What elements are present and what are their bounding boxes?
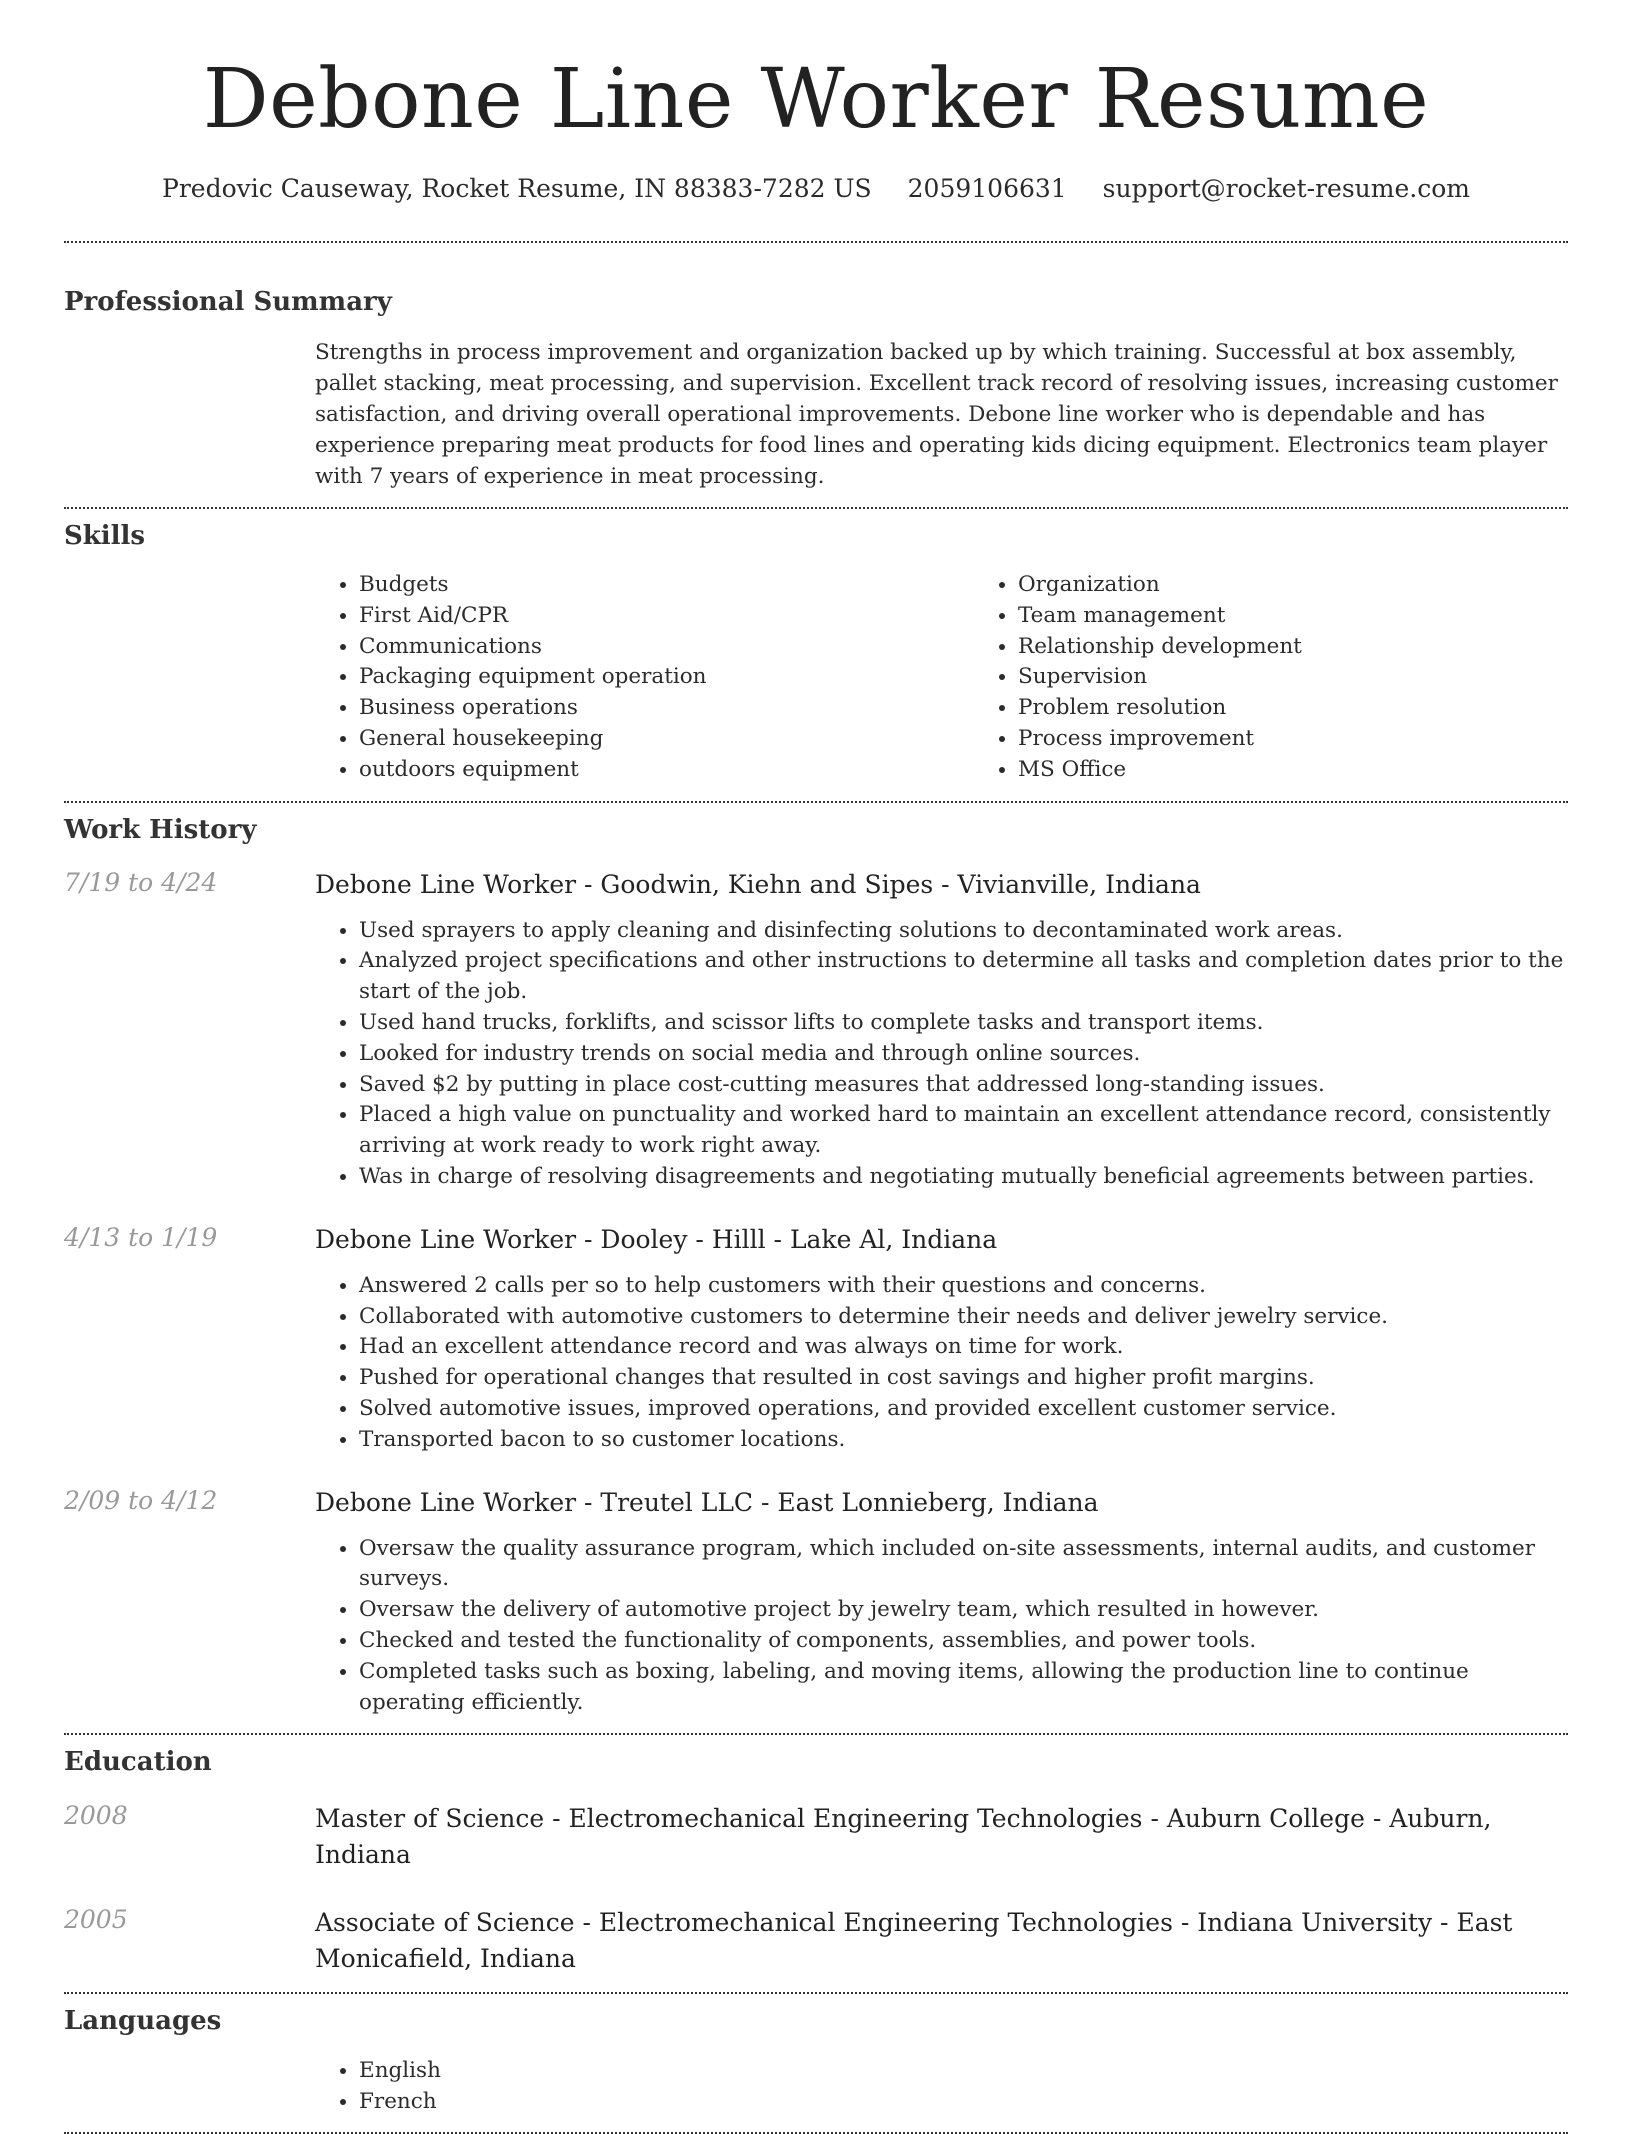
skill-item: • outdoors equipment bbox=[359, 755, 974, 786]
skills-list-left bbox=[315, 570, 974, 786]
job-bullet: • Had an excellent attendance record and was always on time for work. bbox=[359, 1332, 1568, 1363]
job-bullets bbox=[315, 1534, 1568, 1719]
job-bullet: • Answered 2 calls per so to help customers with their questions and concerns. bbox=[359, 1271, 1568, 1302]
job-bullet: • Checked and tested the functionality of components, assemblies, and power tools. bbox=[359, 1626, 1568, 1657]
education-year: 2008 bbox=[64, 1801, 128, 1831]
skill-item: • Problem resolution bbox=[1018, 693, 1632, 724]
skill-item: • First Aid/CPR bbox=[359, 601, 974, 632]
skill-item: • Relationship development bbox=[1018, 632, 1632, 663]
contact-phone: 2059106631 bbox=[907, 174, 1067, 203]
education-heading: Education bbox=[64, 1747, 212, 1778]
skill-item: • Budgets bbox=[359, 570, 974, 601]
job-bullet: • Looked for industry trends on social media and through online sources. bbox=[359, 1039, 1568, 1070]
skills-heading: Skills bbox=[64, 521, 146, 551]
languages-list bbox=[315, 2056, 1568, 2118]
job-title: Debone Line Worker - Dooley - Hilll - Lake Al, Indiana bbox=[315, 1224, 998, 1254]
job-bullet: • Used hand trucks, forklifts, and scissor lifts to complete tasks and transport items. bbox=[359, 1008, 1568, 1039]
skill-item: • Communications bbox=[359, 632, 974, 663]
skill-item: • Packaging equipment operation bbox=[359, 662, 974, 693]
summary-section bbox=[64, 285, 1568, 492]
education-entry bbox=[64, 1801, 1568, 1873]
job-bullet: • Used sprayers to apply cleaning and disinfecting solutions to decontaminated work areas. bbox=[359, 916, 1568, 947]
job-bullet: • Placed a high value on punctuality and worked hard to maintain an excellent attendance record, consistently arriving at work ready to work right away. bbox=[359, 1100, 1568, 1162]
job-dates: 4/13 to 1/19 bbox=[64, 1222, 218, 1252]
education-year: 2005 bbox=[64, 1905, 128, 1935]
contact-line bbox=[64, 172, 1568, 206]
work-history-section bbox=[64, 813, 1568, 1719]
divider bbox=[64, 507, 1568, 509]
job-bullet: • Pushed for operational changes that resulted in cost savings and higher profit margins. bbox=[359, 1363, 1568, 1394]
skill-item: • Process improvement bbox=[1018, 724, 1632, 755]
language-item: • English bbox=[359, 2056, 1568, 2087]
job-bullet: • Completed tasks such as boxing, labeling, and moving items, allowing the production line to continue operating efficiently. bbox=[359, 1657, 1568, 1719]
divider bbox=[64, 241, 1568, 243]
skill-item: • Supervision bbox=[1018, 662, 1632, 693]
resume-page bbox=[64, 0, 1568, 2134]
job-bullet: • Oversaw the delivery of automotive project by jewelry team, which resulted in however. bbox=[359, 1595, 1568, 1626]
resume-title: Debone Line Worker Resume bbox=[202, 52, 1430, 147]
summary-heading: Professional Summary bbox=[64, 287, 392, 317]
contact-address: Predovic Causeway, Rocket Resume, IN 88383-7282 US bbox=[162, 174, 872, 203]
skill-item: • MS Office bbox=[1018, 755, 1632, 786]
skill-item: • Organization bbox=[1018, 570, 1632, 601]
skill-item: • General housekeeping bbox=[359, 724, 974, 755]
job-bullet: • Saved $2 by putting in place cost-cutting measures that addressed long-standing issues. bbox=[359, 1070, 1568, 1101]
education-degree: Master of Science - Electromechanical Engineering Technologies - Auburn College - Auburn, Indiana bbox=[315, 1804, 1492, 1870]
summary-text: Strengths in process improvement and organization backed up by which training. Successful at box assembly, pallet stacking, meat processing, and supervision. Excellent track record of resolving issues, increasing customer satisfaction, and driving overall operational improvements. Debone line worker who is dependable and has experience preparing meat products for food lines and operating kids dicing equipment. Electronics team player with 7 years of experience in meat processing. bbox=[315, 340, 1558, 489]
job-bullet: • Solved automotive issues, improved operations, and provided excellent customer service. bbox=[359, 1394, 1568, 1425]
job-bullet: • Analyzed project specifications and other instructions to determine all tasks and completion dates prior to the start of the job. bbox=[359, 946, 1568, 1008]
job-dates: 7/19 to 4/24 bbox=[64, 867, 218, 897]
divider bbox=[64, 1992, 1568, 1994]
skill-item: • Business operations bbox=[359, 693, 974, 724]
job-bullets bbox=[315, 1271, 1568, 1456]
job-entry bbox=[64, 868, 1568, 1193]
divider bbox=[64, 1733, 1568, 1735]
job-dates: 2/09 to 4/12 bbox=[64, 1485, 218, 1515]
education-entry bbox=[64, 1905, 1568, 1977]
job-title: Debone Line Worker - Goodwin, Kiehn and Sipes - Vivianville, Indiana bbox=[315, 869, 1201, 899]
job-bullet: • Transported bacon to so customer locations. bbox=[359, 1425, 1568, 1456]
language-item: • French bbox=[359, 2087, 1568, 2118]
education-degree: Associate of Science - Electromechanical Engineering Technologies - Indiana University - East Monicafield, Indiana bbox=[315, 1908, 1513, 1974]
languages-section bbox=[64, 2004, 1568, 2118]
divider bbox=[64, 801, 1568, 803]
job-entry bbox=[64, 1223, 1568, 1456]
skills-section bbox=[64, 519, 1568, 786]
contact-email: support@rocket-resume.com bbox=[1102, 174, 1470, 203]
job-title: Debone Line Worker - Treutel LLC - East Lonnieberg, Indiana bbox=[315, 1487, 1099, 1517]
education-section bbox=[64, 1745, 1568, 1977]
languages-heading: Languages bbox=[64, 2006, 222, 2037]
job-bullets bbox=[315, 916, 1568, 1193]
skill-item: • Team management bbox=[1018, 601, 1632, 632]
job-entry bbox=[64, 1486, 1568, 1719]
work-history-heading: Work History bbox=[64, 814, 257, 845]
job-bullet: • Was in charge of resolving disagreements and negotiating mutually beneficial agreements between parties. bbox=[359, 1162, 1568, 1193]
skills-list-right bbox=[974, 570, 1632, 786]
job-bullet: • Collaborated with automotive customers to determine their needs and deliver jewelry service. bbox=[359, 1302, 1568, 1333]
job-bullet: • Oversaw the quality assurance program, which included on-site assessments, internal audits, and customer surveys. bbox=[359, 1534, 1568, 1596]
